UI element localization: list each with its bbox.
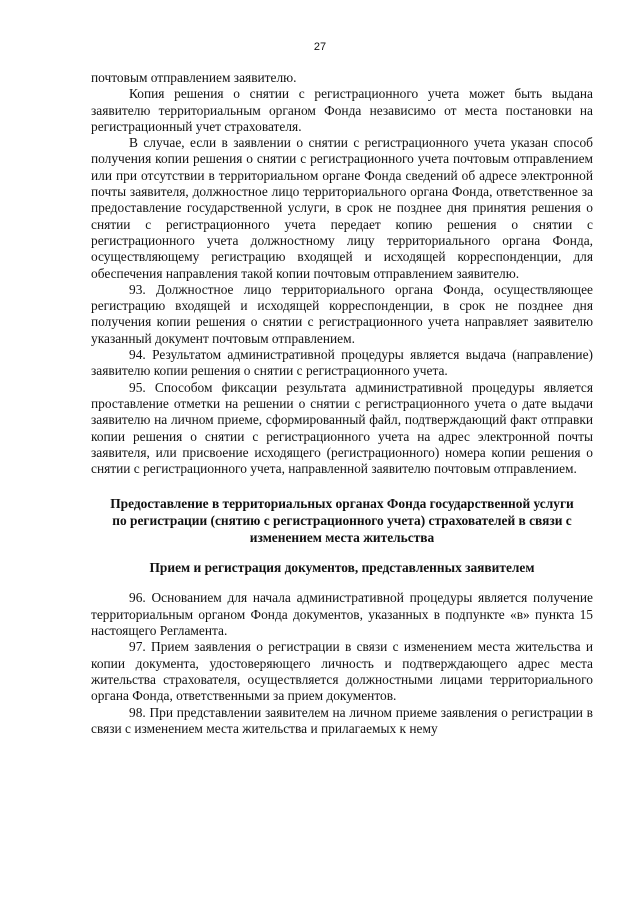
section-title: Предоставление в территориальных органах Фонда государственной услуги по регистрации (снятию с регистрационного учета) страхователей в связи с изменением места жительства — [110, 496, 574, 546]
page-number: 27 — [313, 41, 327, 53]
paragraph-97: 97. Прием заявления о регистрации в связи с изменением места жительства и копии документа, удостоверяющего личность и подтверждающего адрес места жительства страхователя, осуществляется должностными лицами территориального органа Фонда, ответственными за прием документов. — [91, 639, 593, 704]
paragraphs-before — [91, 70, 593, 477]
subsection-title: Прием и регистрация документов, представленных заявителем — [149, 560, 535, 576]
paragraph-95: 95. Способом фиксации результата административной процедуры является проставление отметки на решении о снятии с регистрационного учета о дате выдачи заявителю на личном приеме, сформированный файл, подтверждающий факт отправки копии решения о снятии с регистрационного учета на адрес электронной почты заявителя, или присвоение исходящего (регистрационного) номера копии решения о снятии с регистрационного учета, направленной заявителю почтовым отправлением. — [91, 379, 593, 477]
paragraph-94: 94. Результатом административной процедуры является выдача (направление) заявителю копии решения о снятии с регистрационного учета. — [91, 347, 593, 379]
paragraph-96: 96. Основанием для начала административной процедуры является получение территориальным органом Фонда документов, указанных в подпункте «в» пункта 15 настоящего Регламента. — [91, 590, 593, 639]
page-content — [91, 70, 593, 737]
paragraph-93: 93. Должностное лицо территориального органа Фонда, осуществляющее регистрацию входящей и исходящей корреспонденции, в срок не позднее дня получения копии решения о снятии с регистрационного учета направляет заявителю указанный документ почтовым отправлением. — [91, 281, 593, 346]
paragraph: В случае, если в заявлении о снятии с регистрационного учета указан способ получения копии решения о снятии с регистрационного учета почтовым отправлением или при отсутствии в территориальном органе Фонда сведений об адресе электронной почты заявителя, должностное лицо территориального органа Фонда, ответственное за предоставление государственной услуги, в срок не позднее дня принятия решения о снятии с регистрационного учета передает копию решения о снятии с регистрационного учета должностному лицу территориального органа Фонда, осуществляющему регистрацию входящей и исходящей корреспонденции, для обеспечения направления такой копии почтовым отправлением заявителю. — [91, 135, 593, 281]
paragraph: почтовым отправлением заявителю. — [91, 70, 297, 85]
paragraphs-after — [91, 590, 593, 737]
paragraph: Копия решения о снятии с регистрационного учета может быть выдана заявителю территориальным органом Фонда независимо от места постановки на регистрационный учет страхователя. — [91, 86, 593, 134]
paragraph-98: 98. При представлении заявителем на личном приеме заявления о регистрации в связи с изменением места жительства и прилагаемых к нему — [91, 704, 593, 736]
